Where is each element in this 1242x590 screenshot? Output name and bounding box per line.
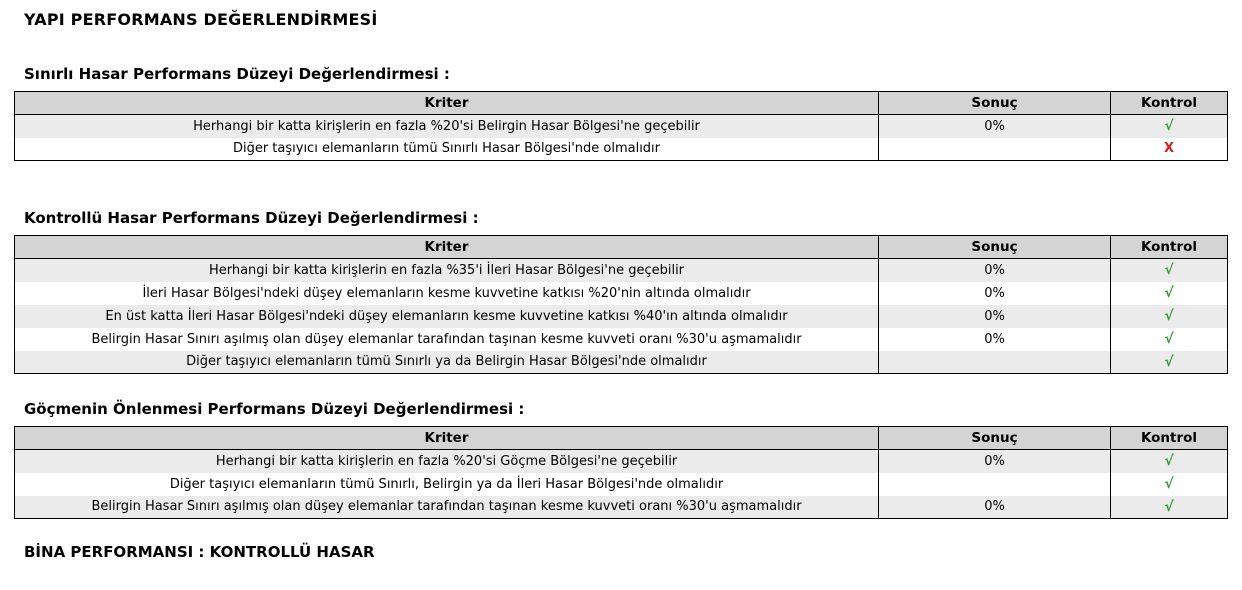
- control-cell: [1111, 305, 1228, 328]
- control-cell: [1111, 138, 1228, 161]
- result-cell: 0%: [879, 496, 1111, 519]
- section-heading: Göçmenin Önlenmesi Performans Düzeyi Değerlendirmesi :: [24, 400, 525, 418]
- x-icon: X: [1163, 141, 1175, 157]
- evaluation-section: [14, 400, 1228, 519]
- criteria-row: [15, 496, 1228, 519]
- header-row: [15, 236, 1228, 259]
- page-title: YAPI PERFORMANS DEĞERLENDİRMESİ: [24, 10, 378, 29]
- column-header-kontrol: Kontrol: [1111, 92, 1228, 115]
- evaluation-table: [14, 91, 1228, 161]
- check-icon: √: [1164, 476, 1174, 492]
- criteria-row: [15, 351, 1228, 374]
- section-heading: Sınırlı Hasar Performans Düzeyi Değerlendirmesi :: [24, 65, 450, 83]
- criteria-row: [15, 138, 1228, 161]
- check-icon: √: [1164, 331, 1174, 347]
- header-row: [15, 92, 1228, 115]
- check-icon: √: [1164, 118, 1174, 135]
- criteria-cell: Herhangi bir katta kirişlerin en fazla %35'i İleri Hasar Bölgesi'ne geçebilir: [208, 262, 685, 278]
- table-head: [15, 236, 1228, 259]
- check-icon: √: [1164, 498, 1174, 515]
- criteria-cell: Herhangi bir katta kirişlerin en fazla %20'si Göçme Bölgesi'ne geçebilir: [215, 453, 678, 469]
- column-header-sonuc: Sonuç: [879, 236, 1111, 259]
- result-cell: 0%: [879, 282, 1111, 305]
- building-performance-result: BİNA PERFORMANSI : KONTROLLÜ HASAR: [24, 543, 375, 561]
- table-body: [15, 115, 1228, 161]
- check-icon: √: [1164, 353, 1174, 370]
- evaluation-table: [14, 426, 1228, 519]
- check-icon: √: [1164, 285, 1174, 301]
- control-cell: [1111, 115, 1228, 138]
- criteria-cell: İleri Hasar Bölgesi'ndeki düşey elemanların kesme kuvvetine katkısı %20'nin altında olmalıdır: [142, 285, 751, 301]
- criteria-cell: En üst katta İleri Hasar Bölgesi'ndeki düşey elemanların kesme kuvvetine katkısı %40'ın altında olmalıdır: [105, 308, 788, 324]
- criteria-cell: Diğer taşıyıcı elemanların tümü Sınırlı, Belirgin ya da İleri Hasar Bölgesi'nde olmalıdır: [169, 476, 724, 492]
- column-header-kriter: Kriter: [15, 427, 879, 450]
- criteria-cell: Diğer taşıyıcı elemanların tümü Sınırlı ya da Belirgin Hasar Bölgesi'nde olmalıdır: [186, 354, 707, 370]
- control-cell: [1111, 496, 1228, 519]
- result-cell: 0%: [879, 450, 1111, 473]
- criteria-row: [15, 328, 1228, 351]
- column-header-kriter: Kriter: [15, 92, 879, 115]
- column-header-kontrol: Kontrol: [1111, 236, 1228, 259]
- control-cell: [1111, 259, 1228, 282]
- evaluation-section: [14, 209, 1228, 374]
- result-cell: 0%: [879, 115, 1111, 138]
- criteria-row: [15, 305, 1228, 328]
- result-cell: [879, 351, 1111, 374]
- table-body: [15, 259, 1228, 374]
- table-head: [15, 427, 1228, 450]
- criteria-row: [15, 450, 1228, 473]
- criteria-cell: Diğer taşıyıcı elemanların tümü Sınırlı Hasar Bölgesi'nde olmalıdır: [232, 141, 661, 157]
- criteria-row: [15, 473, 1228, 496]
- result-cell: [879, 473, 1111, 496]
- column-header-sonuc: Sonuç: [879, 92, 1111, 115]
- evaluation-table: [14, 235, 1228, 374]
- table-body: [15, 450, 1228, 519]
- control-cell: [1111, 473, 1228, 496]
- result-cell: 0%: [879, 328, 1111, 351]
- control-cell: [1111, 328, 1228, 351]
- result-cell: 0%: [879, 305, 1111, 328]
- column-header-kriter: Kriter: [15, 236, 879, 259]
- check-icon: √: [1164, 308, 1174, 324]
- evaluation-section: [14, 65, 1228, 161]
- column-header-kontrol: Kontrol: [1111, 427, 1228, 450]
- result-cell: [879, 138, 1111, 161]
- control-cell: [1111, 282, 1228, 305]
- criteria-cell: Belirgin Hasar Sınırı aşılmış olan düşey elemanlar tarafından taşınan kesme kuvveti oranı %30'u aşmamalıdır: [91, 331, 802, 347]
- criteria-cell: Belirgin Hasar Sınırı aşılmış olan düşey elemanlar tarafından taşınan kesme kuvveti oranı %30'u aşmamalıdır: [91, 499, 802, 515]
- criteria-row: [15, 115, 1228, 138]
- criteria-row: [15, 259, 1228, 282]
- criteria-row: [15, 282, 1228, 305]
- sections-container: [14, 65, 1228, 519]
- column-header-sonuc: Sonuç: [879, 427, 1111, 450]
- header-row: [15, 427, 1228, 450]
- check-icon: √: [1164, 262, 1174, 279]
- section-heading: Kontrollü Hasar Performans Düzeyi Değerlendirmesi :: [24, 209, 479, 227]
- result-cell: 0%: [879, 259, 1111, 282]
- table-head: [15, 92, 1228, 115]
- control-cell: [1111, 351, 1228, 374]
- check-icon: √: [1164, 453, 1174, 470]
- criteria-cell: Herhangi bir katta kirişlerin en fazla %20'si Belirgin Hasar Bölgesi'ne geçebilir: [193, 118, 700, 134]
- control-cell: [1111, 450, 1228, 473]
